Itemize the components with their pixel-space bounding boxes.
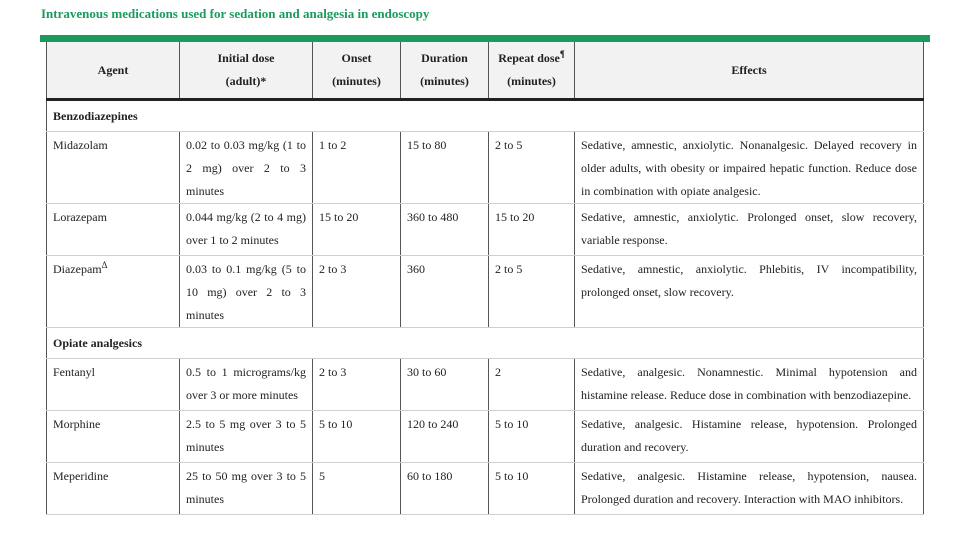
onset-cell: 1 to 2 bbox=[313, 132, 401, 204]
section-label: Opiate analgesics bbox=[47, 328, 924, 359]
agent-cell: Lorazepam bbox=[47, 204, 180, 256]
footnote-mark: Δ bbox=[101, 260, 108, 270]
table-title: Intravenous medications used for sedation and analgesia in endoscopy bbox=[41, 6, 430, 21]
agent-cell: Fentanyl bbox=[47, 359, 180, 411]
title-divider bbox=[40, 35, 930, 42]
repeat-cell: 2 to 5 bbox=[489, 132, 575, 204]
dose-cell: 0.02 to 0.03 mg/kg (1 to 2 mg) over 2 to 3 minutes bbox=[180, 132, 313, 204]
onset-cell: 2 to 3 bbox=[313, 256, 401, 328]
header-row bbox=[47, 42, 924, 100]
repeat-cell: 15 to 20 bbox=[489, 204, 575, 256]
repeat-cell: 5 to 10 bbox=[489, 411, 575, 463]
duration-cell: 120 to 240 bbox=[401, 411, 489, 463]
section-row-opiate-analgesics bbox=[47, 328, 924, 359]
onset-cell: 5 to 10 bbox=[313, 411, 401, 463]
agent-cell: Meperidine bbox=[47, 463, 180, 515]
footnote-mark: ¶ bbox=[559, 49, 565, 59]
col-header-initial-dose: Initial dose (adult)* bbox=[180, 42, 313, 100]
table-row bbox=[47, 359, 924, 411]
col-header-duration: Duration (minutes) bbox=[401, 42, 489, 100]
section-label: Benzodiazepines bbox=[47, 100, 924, 132]
duration-cell: 360 to 480 bbox=[401, 204, 489, 256]
dose-cell: 25 to 50 mg over 3 to 5 minutes bbox=[180, 463, 313, 515]
dose-cell: 2.5 to 5 mg over 3 to 5 minutes bbox=[180, 411, 313, 463]
col-header-agent: Agent bbox=[47, 42, 180, 100]
duration-cell: 15 to 80 bbox=[401, 132, 489, 204]
onset-cell: 2 to 3 bbox=[313, 359, 401, 411]
agent-cell: Diazepam$^\Delta$ bbox=[47, 256, 180, 328]
table-row bbox=[47, 132, 924, 204]
dose-cell: 0.044 mg/kg (2 to 4 mg) over 1 to 2 minutes bbox=[180, 204, 313, 256]
onset-cell: 15 to 20 bbox=[313, 204, 401, 256]
col-header-repeat-dose: Repeat dose¶ (minutes) bbox=[489, 42, 575, 100]
duration-cell: 30 to 60 bbox=[401, 359, 489, 411]
effects-cell: Sedative, analgesic. Nonamnestic. Minimal hypotension and histamine release. Reduce dose in combination with benzodiazepine. bbox=[575, 359, 924, 411]
dose-cell: 0.5 to 1 micrograms/kg over 3 or more minutes bbox=[180, 359, 313, 411]
table-row bbox=[47, 256, 924, 328]
medications-table bbox=[46, 42, 924, 515]
effects-cell: Sedative, amnestic, anxiolytic. Phlebitis, IV incompatibility, prolonged onset, slow recovery. bbox=[575, 256, 924, 328]
repeat-cell: 5 to 10 bbox=[489, 463, 575, 515]
col-header-effects: Effects bbox=[575, 42, 924, 100]
repeat-cell: 2 bbox=[489, 359, 575, 411]
effects-cell: Sedative, analgesic. Histamine release, hypotension. Prolonged duration and recovery. bbox=[575, 411, 924, 463]
table-row bbox=[47, 204, 924, 256]
effects-cell: Sedative, amnestic, anxiolytic. Nonanalgesic. Delayed recovery in older adults, with obesity or impaired hepatic function. Reduce dose in combination with opiate analgesic. bbox=[575, 132, 924, 204]
effects-cell: Sedative, analgesic. Histamine release, hypotension, nausea. Prolonged duration and recovery. Interaction with MAO inhibitors. bbox=[575, 463, 924, 515]
onset-cell: 5 bbox=[313, 463, 401, 515]
duration-cell: 60 to 180 bbox=[401, 463, 489, 515]
effects-cell: Sedative, amnestic, anxiolytic. Prolonged onset, slow recovery, variable response. bbox=[575, 204, 924, 256]
dose-cell: 0.03 to 0.1 mg/kg (5 to 10 mg) over 2 to 3 minutes bbox=[180, 256, 313, 328]
col-header-onset: Onset (minutes) bbox=[313, 42, 401, 100]
agent-cell: Midazolam bbox=[47, 132, 180, 204]
agent-cell: Morphine bbox=[47, 411, 180, 463]
section-row-benzodiazepines bbox=[47, 100, 924, 132]
duration-cell: 360 bbox=[401, 256, 489, 328]
table-row bbox=[47, 463, 924, 515]
repeat-cell: 2 to 5 bbox=[489, 256, 575, 328]
table-row bbox=[47, 411, 924, 463]
